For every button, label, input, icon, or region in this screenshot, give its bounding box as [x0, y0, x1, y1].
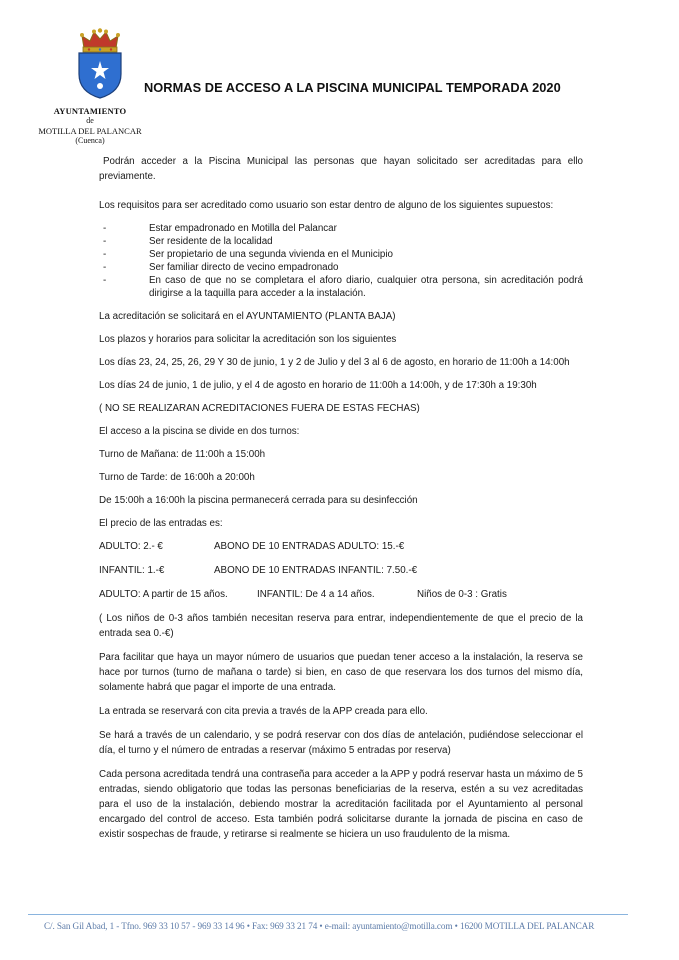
closed-period: De 15:00h a 16:00h la piscina permanecerá cerrada para su desinfección — [99, 495, 418, 506]
org-line-4: (Cuenca) — [75, 136, 105, 145]
coat-of-arms-icon — [74, 28, 126, 100]
dates-line-1: Los días 23, 24, 25, 26, 29 Y 30 de junio, 1 y 2 de Julio y del 3 al 6 de agosto, en horario de 11:00h a 14:00h — [99, 357, 570, 368]
calendar-note: Se hará a través de un calendario, y se podrá reservar con dos días de antelación, pudiéndose seleccionar el día, el turno y el número de entradas a reservar (máximo 5 entradas por reserva) — [99, 730, 583, 756]
org-line-1: AYUNTAMIENTO — [53, 106, 127, 116]
list-item: - Ser familiar directo de vecino empadronado — [145, 261, 583, 274]
footer-divider — [28, 914, 628, 915]
requirements-intro: Los requisitos para ser acreditado como usuario son estar dentro de alguno de los siguientes supuestos: — [99, 200, 554, 211]
price-child: INFANTIL: 1.-€ — [99, 565, 165, 576]
password-note: Cada persona acreditada tendrá una contraseña para acceder a la APP y podrá reservar hasta un máximo de 5 entradas, siendo obligatorio que todas las personas beneficiarias de la reserva, estén a su vez acreditadas para el uso de la instalación, debiendo mostrar la acreditación facilitada por el Ayuntamiento al personal encargado del control de acceso. Esta también podrá solicitarse durante la jornada de piscina en caso de existir sospechas de fraude, y retirarse si realmente se hiciera un uso fraudulento de la misma. — [99, 769, 583, 840]
price-adult: ADULTO: 2.- € — [99, 541, 163, 552]
pass-child: ABONO DE 10 ENTRADAS INFANTIL: 7.50.-€ — [214, 565, 418, 576]
footer-address: C/. San Gil Abad, 1 - Tfno. 969 33 10 57 - 969 33 14 96 • Fax: 969 33 21 74 • e-mail: ayuntamiento@motilla.com • 16200 MOTILLA DEL PALANCAR — [44, 921, 595, 931]
intro-paragraph: Podrán acceder a la Piscina Municipal las personas que hayan solicitado ser acreditadas para ello previamente. — [99, 156, 583, 182]
age-adult: ADULTO: A partir de 15 años. — [99, 589, 228, 600]
afternoon-turn: Turno de Tarde: de 16:00h a 20:00h — [99, 472, 255, 483]
document-body — [99, 154, 583, 842]
turns-note: Para facilitar que haya un mayor número de usuarios que puedan tener acceso a la instalación, la reserva se hace por turnos (turno de mañana o tarde) si bien, en caso de que reservara los dos turnos del mismo día, solamente habrá que pagar el importe de una entrada. — [99, 652, 583, 693]
org-line-2: de — [86, 116, 94, 125]
list-item: - En caso de que no se completara el aforo diario, cualquier otra persona, sin acreditación podrá dirigirse a la taquilla para acceder a la instalación. — [145, 274, 583, 300]
list-item: - Estar empadronado en Motilla del Palancar — [145, 222, 583, 235]
morning-turn: Turno de Mañana: de 11:00h a 15:00h — [99, 449, 266, 460]
list-item: - Ser residente de la localidad — [145, 235, 583, 248]
age-row — [99, 587, 583, 602]
app-note: La entrada se reservará con cita previa a través de la APP creada para ello. — [99, 706, 428, 717]
accreditation-place: La acreditación se solicitará en el AYUNTAMIENTO (PLANTA BAJA) — [99, 311, 396, 322]
pass-adult: ABONO DE 10 ENTRADAS ADULTO: 15.-€ — [214, 541, 405, 552]
municipality-block — [30, 106, 150, 146]
requirements-list — [99, 222, 583, 300]
under3-note: ( Los niños de 0-3 años también necesitan reserva para entrar, independientemente de que el precio de la entrada sea 0.-€) — [99, 613, 583, 639]
age-child: INFANTIL: De 4 a 14 años. — [257, 589, 375, 600]
adult-price-row — [99, 539, 583, 554]
list-item: - Ser propietario de una segunda vivienda en el Municipio — [145, 248, 583, 261]
prices-intro: El precio de las entradas es: — [99, 518, 223, 529]
turns-intro: El acceso a la piscina se divide en dos turnos: — [99, 426, 300, 437]
child-price-row — [99, 563, 583, 578]
org-line-3: MOTILLA DEL PALANCAR — [38, 126, 142, 136]
deadlines-intro: Los plazos y horarios para solicitar la acreditación son los siguientes — [99, 334, 397, 345]
no-outside-notice: ( NO SE REALIZARAN ACREDITACIONES FUERA DE ESTAS FECHAS) — [99, 403, 420, 414]
age-free: Niños de 0-3 : Gratis — [417, 589, 507, 600]
document-title: NORMAS DE ACCESO A LA PISCINA MUNICIPAL TEMPORADA 2020 — [144, 80, 561, 95]
dates-line-2: Los días 24 de junio, 1 de julio, y el 4 de agosto en horario de 11:00h a 14:00h, y de 17:30h a 19:30h — [99, 380, 537, 391]
